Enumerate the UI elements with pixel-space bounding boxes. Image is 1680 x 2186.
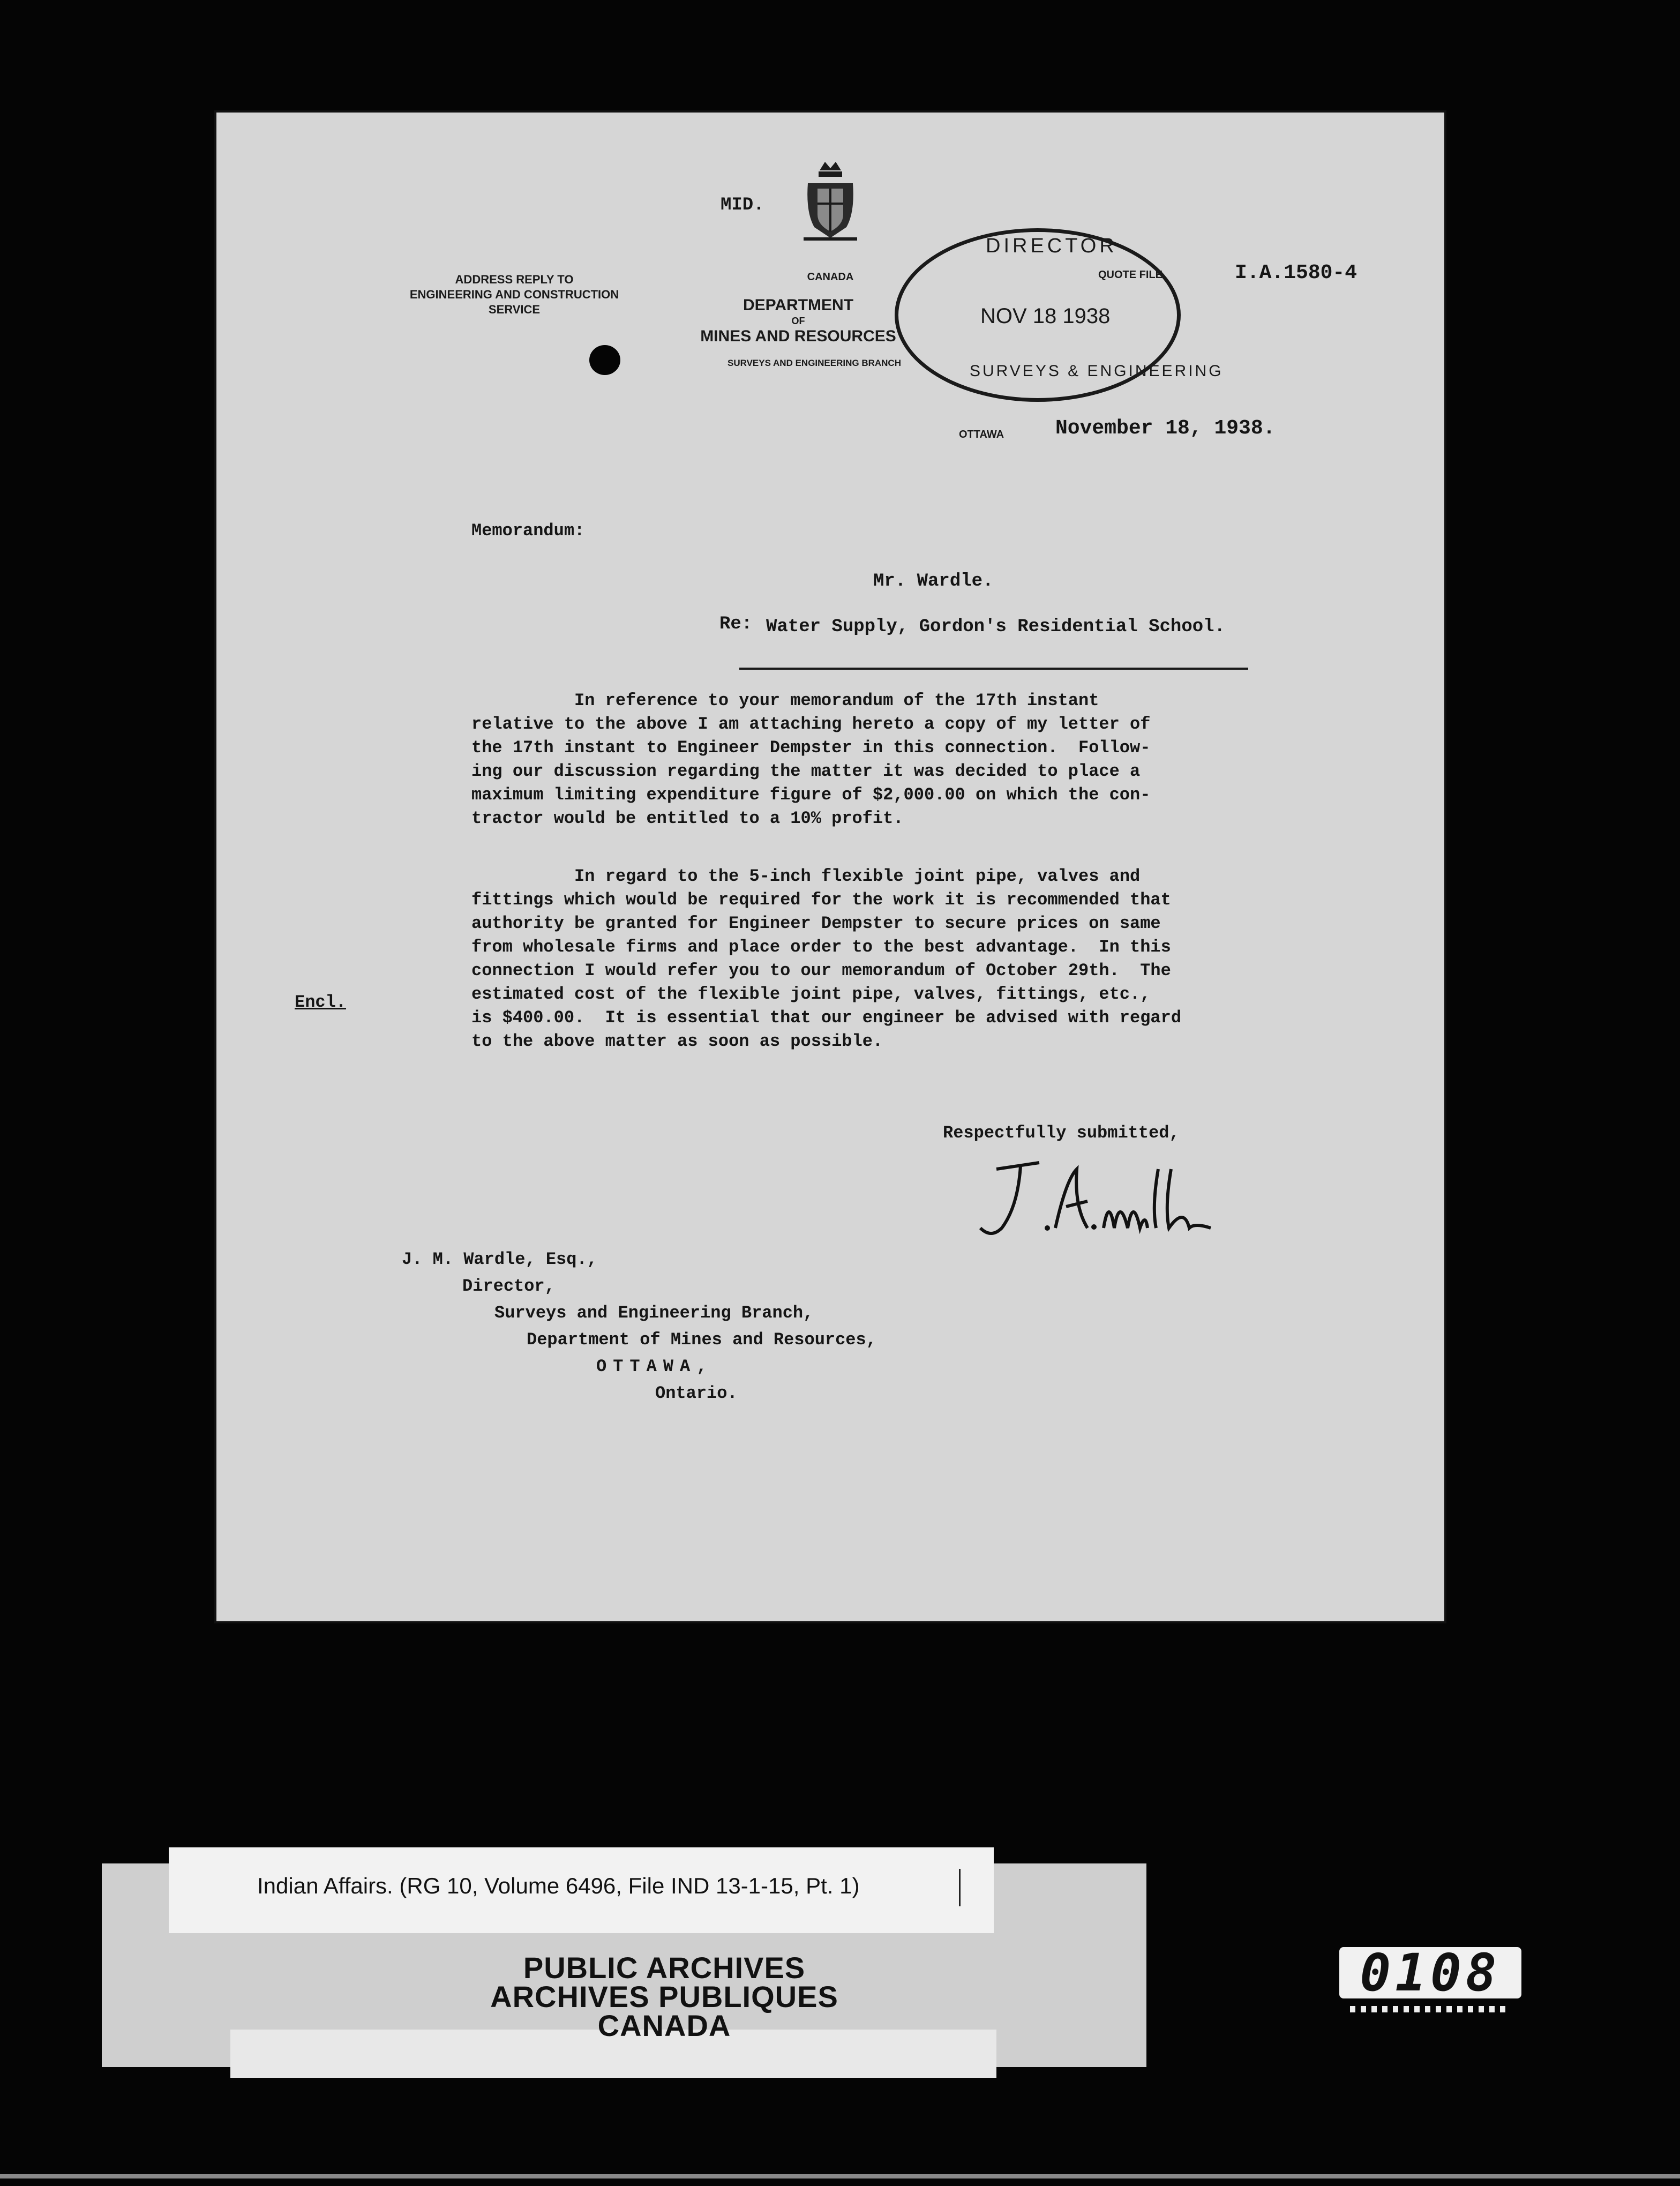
quote-file-label: QUOTE FILE (1098, 269, 1162, 281)
recipient-line: Department of Mines and Resources, (527, 1330, 876, 1350)
body-paragraph: In reference to your memorandum of the 17th instant relative to the above I am attaching hereto a copy of my letter of the 17th instant to Engineer Dempster in this connection. Follow- ing our discussion regarding the matter it was decided to place a maximum limiting expenditure figure of $2,000.00 on which the con- tractor would be entitled to a 10% profit. (471, 691, 1151, 828)
address-reply-line: ADDRESS REPLY TO (455, 273, 574, 286)
body-paragraph: In regard to the 5-inch flexible joint pipe, valves and fittings which would be required for the work it is recommended that authority be granted for Engineer Dempster to secure prices on same from wholesale firms and place order to the best advantage. In this connection I would refer you to our memorandum of October 29th. The estimated cost of the flexible joint pipe, valves, fittings, etc., is $400.00. It is essential that our engineer be advised with regard to the above matter as soon as possible. (471, 866, 1182, 1051)
archive-title-en: PUBLIC ARCHIVES (523, 1951, 806, 1985)
archive-citation: Indian Affairs. (RG 10, Volume 6496, File IND 13-1-15, Pt. 1) (257, 1873, 860, 1898)
archive-title-country: CANADA (597, 2009, 731, 2042)
stamp-branch: SURVEYS & ENGINEERING (970, 362, 1224, 380)
letter-date: November 18, 1938. (1055, 417, 1276, 440)
recipient-line: J. M. Wardle, Esq., (402, 1249, 597, 1269)
department-line: MINES AND RESOURCES (700, 327, 896, 345)
letterhead-canada: CANADA (807, 271, 854, 283)
closing: Respectfully submitted, (943, 1123, 1180, 1143)
stamp-date: NOV 18 1938 (980, 304, 1111, 328)
mid-marking: MID. (721, 195, 764, 215)
enclosure-note: Encl. (295, 992, 347, 1012)
citation-divider (959, 1869, 961, 1906)
stamp-director: DIRECTOR (986, 235, 1118, 257)
coat-of-arms-icon (798, 159, 862, 244)
addressee: Mr. Wardle. (873, 571, 994, 592)
address-reply-block (380, 272, 648, 317)
letter-page (214, 110, 1446, 1623)
frame-number-ticks (1350, 2006, 1511, 2012)
handwritten-signature (959, 1148, 1238, 1249)
department-of: OF (791, 316, 805, 326)
department-line: DEPARTMENT (742, 296, 854, 314)
archive-title-fr: ARCHIVES PUBLIQUES (490, 1980, 838, 2013)
address-reply-line: SERVICE (488, 303, 541, 316)
subject-underline (739, 668, 1248, 670)
punch-hole (589, 345, 620, 375)
address-reply-line: ENGINEERING AND CONSTRUCTION (409, 288, 619, 301)
place-label: OTTAWA (959, 429, 1004, 440)
department-name (686, 296, 911, 346)
recipient-line: OTTAWA, (596, 1357, 714, 1376)
re-subject: Water Supply, Gordon's Residential School. (766, 617, 1225, 637)
frame-number: 0108 (1339, 1947, 1521, 1998)
recipient-line: Surveys and Engineering Branch, (494, 1303, 814, 1323)
memo-heading: Memorandum: (471, 521, 585, 541)
bottom-edge-rule (0, 2174, 1680, 2178)
recipient-line: Director, (462, 1276, 555, 1296)
branch-name: SURVEYS AND ENGINEERING BRANCH (728, 358, 901, 368)
file-number: I.A.1580-4 (1235, 261, 1358, 285)
recipient-line: Ontario. (655, 1383, 738, 1403)
re-label: Re: (719, 614, 753, 634)
